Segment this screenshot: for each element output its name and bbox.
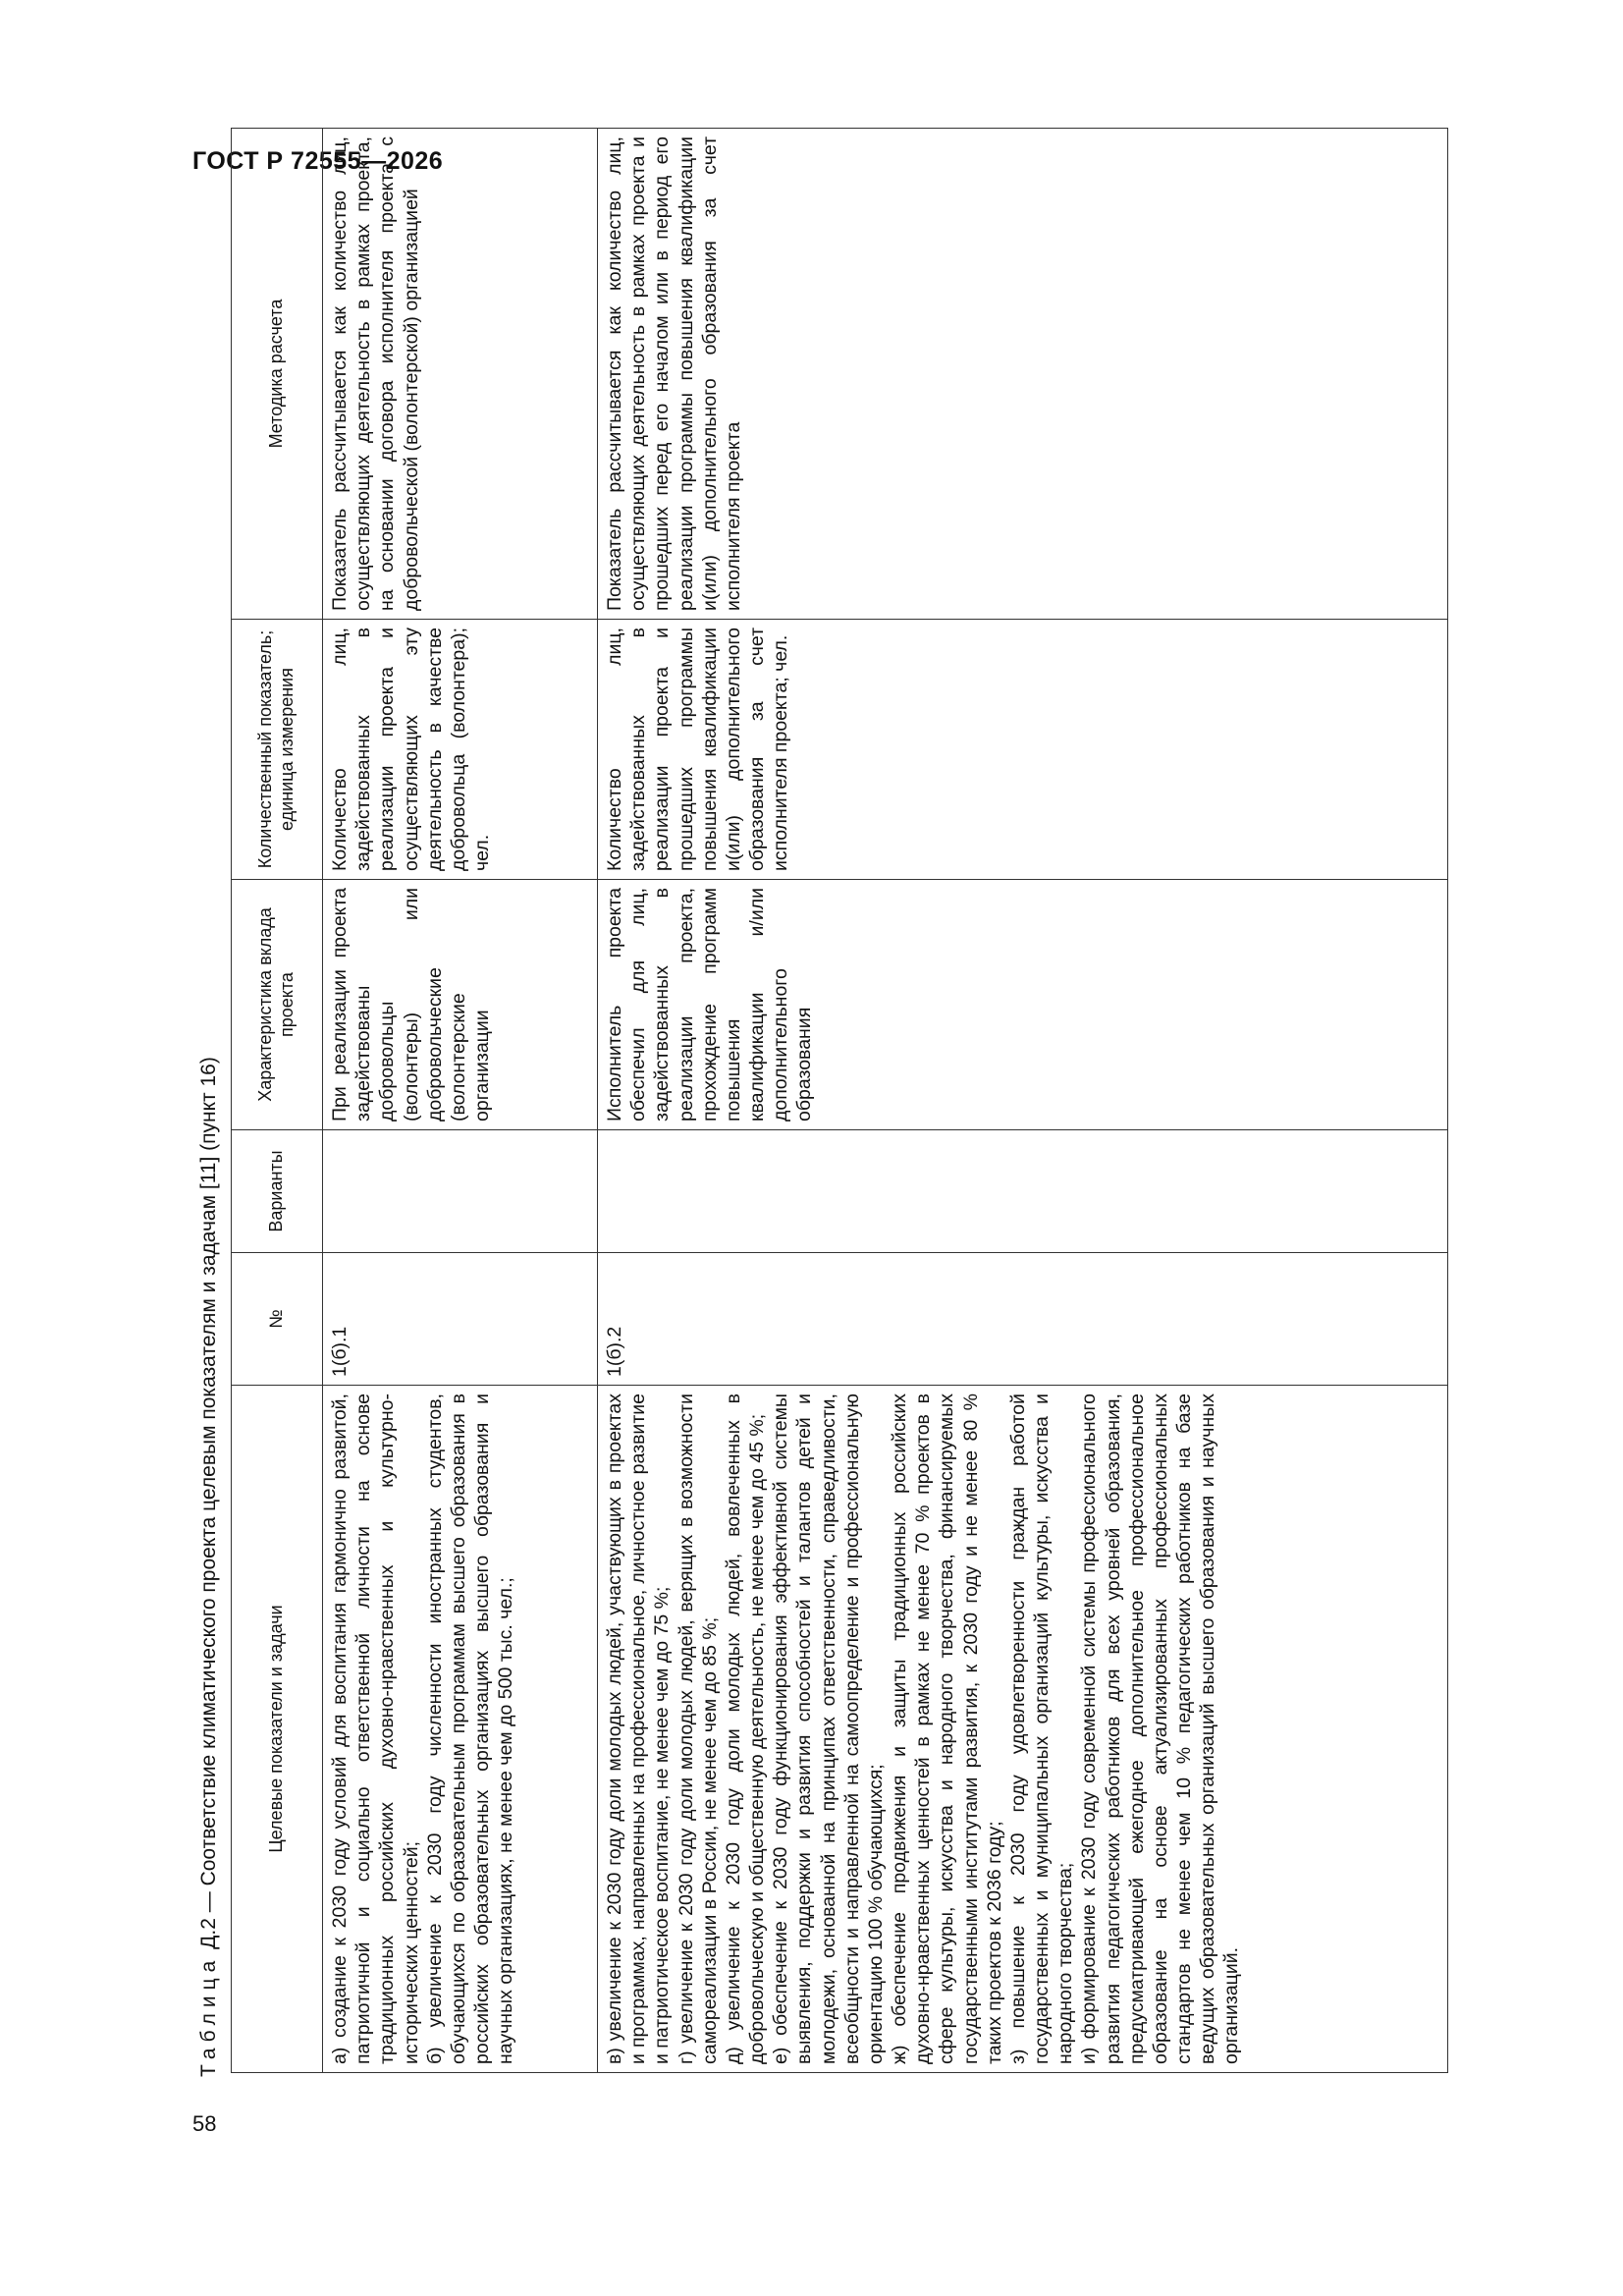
cell-number: 1(б).2: [598, 1253, 1448, 1386]
cell-contribution: [598, 880, 1448, 1130]
document-header: ГОСТ Р 72555—2026: [192, 147, 444, 175]
column-header-quantity: Количественный показатель; единица измерения: [232, 620, 323, 880]
cell-contribution: [323, 880, 598, 1130]
goal-item: ж) обеспечение продвижения и защиты традиционных российских духовно-нравственных ценностей в рамках не менее 70 % проектов в сфере культуры, искусства и народного творчества, финансируемых государственными институтами развития, к 2030 году и не менее 80 % таких проектов к 2036 году;: [889, 1394, 1005, 2064]
page-number: 58: [192, 2111, 217, 2136]
column-header-goals: Целевые показатели и задачи: [232, 1386, 323, 2073]
column-header-number: №: [232, 1253, 323, 1386]
cell-method: [323, 129, 598, 620]
table-row: [323, 129, 598, 2073]
goal-item: в) увеличение к 2030 году доли молодых людей, участвующих в проектах и программах, направленных на профессиональное, личностное развитие и патриотическое воспитание, не менее чем до 75 %;: [604, 1394, 674, 2064]
goal-item: е) обеспечение к 2030 году функционирования эффективной системы выявления, поддержки и развития способностей и талантов детей и молодежи, основанной на принципах ответственности, справедливости, всеобщности и направленной на самоопределение и профессиональную ориентацию 100 % обучающихся;: [770, 1394, 887, 2064]
cell-goals: [323, 1386, 598, 2073]
table-caption: [191, 1057, 227, 2077]
rotated-table-area: [191, 103, 1458, 2077]
goal-item: и) формирование к 2030 году современной системы профессионального развития педагогических работников для всех уровней образования, предусматривающей ежегодное дополнительное профессиональное образование на основе актуализированных профессиональных стандартов не менее чем 10 % педагогических работников на базе ведущих образовательных организаций высшего образования и научных организаций.: [1078, 1394, 1243, 2064]
goal-item: д) увеличение к 2030 году доли молодых людей, вовлеченных в добровольческую и общественную деятельность, не менее чем до 45 %;: [722, 1394, 769, 2064]
column-header-variants: Варианты: [232, 1130, 323, 1253]
quantity-text: Количество лиц, задействованных в реализации проекта и осуществляющих эту деятельность в качестве добровольца (волонтера); чел.: [329, 628, 494, 871]
method-text: Показатель рассчитывается как количество лиц, осуществляющих деятельность в рамках проекта, на основании договора исполнителя проекта с добровольческой (волонтерской) организацией: [329, 137, 422, 611]
cell-quantity: [323, 620, 598, 880]
goal-item: г) увеличение к 2030 году доли молодых людей, верящих в возможности самореализации в России, не менее чем до 85 %;: [675, 1394, 721, 2064]
goal-item: з) повышение к 2030 году удовлетворенности граждан работой государственных и муниципальных организаций культуры, искусства и народного творчества;: [1006, 1394, 1077, 2064]
cell-goals: [598, 1386, 1448, 2073]
quantity-text: Количество лиц, задействованных в реализации проекта и прошедших программы повышения квалификации и(или) дополнительного образования за счет исполнителя проекта; чел.: [604, 628, 792, 871]
goal-item: б) увеличение к 2030 году численности иностранных студентов, обучающихся по образовательным программам высшего образования в российских образовательных организациях высшего образования и научных организациях, не менее чем до 500 тыс. чел.;: [423, 1394, 517, 2064]
caption-text: Д.2 — Соответствие климатического проекта целевым показателям и задачам [11] (пункт 16): [197, 1057, 220, 1955]
column-header-contribution: Характеристика вклада проекта: [232, 880, 323, 1130]
cell-number: 1(б).1: [323, 1253, 598, 1386]
indicators-table: [231, 128, 1448, 2073]
table-row: [598, 129, 1448, 2073]
method-text: Показатель рассчитывается как количество лиц, осуществляющих деятельность в рамках проекта и прошедших перед его началом или в период его реализации программы повышения квалификации и(или) дополнительного образования за счет исполнителя проекта: [604, 137, 744, 611]
cell-quantity: [598, 620, 1448, 880]
contribution-text: Исполнитель проекта обеспечил для лиц, задействованных в реализации проекта, прохождение программ повышения квалификации и/или дополнительного образования: [604, 888, 816, 1121]
goal-item: а) создание к 2030 году условий для воспитания гармонично развитой, патриотичной и социально ответственной личности на основе традиционных российских духовно-нравственных и культурно-исторических ценностей;: [329, 1394, 422, 2064]
column-header-method: Методика расчета: [232, 129, 323, 620]
cell-method: [598, 129, 1448, 620]
cell-variants: [323, 1130, 598, 1253]
cell-variants: [598, 1130, 1448, 1253]
contribution-text: При реализации проекта задействованы добровольцы (волонтеры) или добровольческие (волонтерские организации: [329, 888, 494, 1121]
caption-label: Таблица: [197, 1954, 220, 2077]
table-header-row: [232, 129, 323, 2073]
